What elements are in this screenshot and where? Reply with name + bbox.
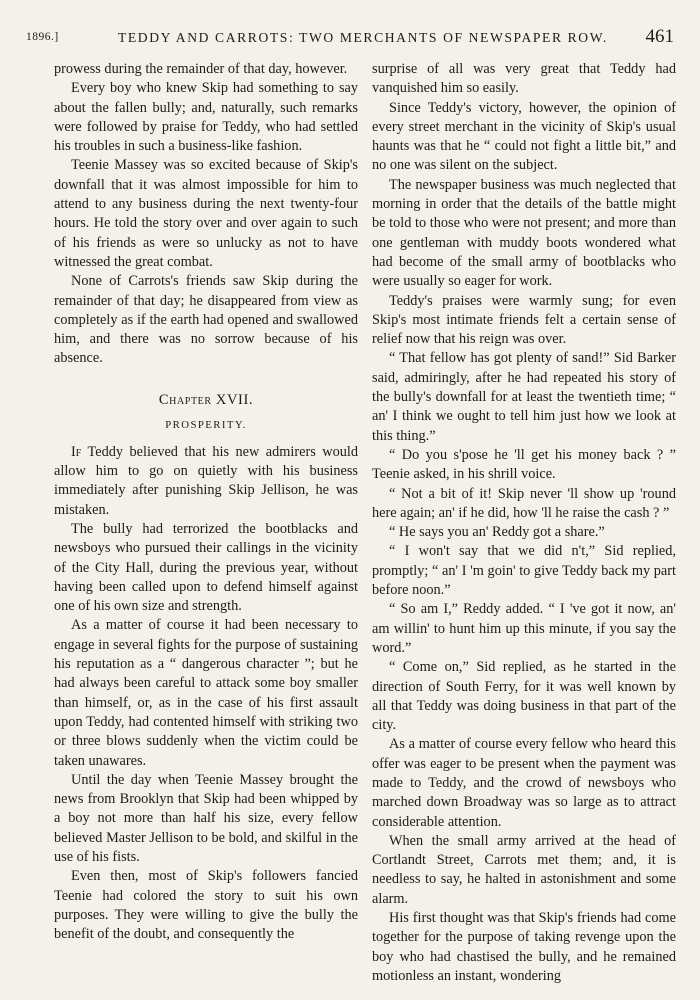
paragraph: “ I won't say that we did n't,” Sid replied, promptly; “ an' I 'm goin' to give Teddy back my part before noon.” <box>372 543 676 599</box>
paragraph: Teddy's praises were warmly sung; for even Skip's most intimate friends felt a certain sense of relief now that his reign was over. <box>372 292 676 348</box>
paragraph: Even then, most of Skip's followers fancied Teenie had colored the story to suit his own purposes. They were willing to give the bully the benefit of the doubt, and consequently the <box>54 868 358 943</box>
paragraph: His first thought was that Skip's friends had come together for the purpose of taking revenge upon the boy who had chastised the bully, and he remained motionless an instant, wondering <box>372 910 676 984</box>
paragraph: None of Carrots's friends saw Skip during the remainder of that day; he disappeared from view as completely as if the earth had opened and swallowed him, and there was no sorrow because of his absence. <box>54 273 358 367</box>
paragraph: “ So am I,” Reddy added. “ I 've got it now, an' am willin' to hunt him up this minute, if you say the word.” <box>372 601 676 656</box>
paragraph: Until the day when Teenie Massey brought the news from Brooklyn that Skip had been whipped by a boy not more than half his size, every fellow believed Master Jellison to be bold, and skilful in the use of his fists. <box>54 771 358 865</box>
paragraph: Every boy who knew Skip had something to say about the fallen bully; and, naturally, such remarks were followed by praise for Teddy, who had settled his troubles in such a business-like fashion. <box>54 80 358 155</box>
drop-word: If <box>71 443 82 460</box>
paragraph: surprise of all was very great that Teddy had vanquished him so easily. <box>372 61 676 97</box>
paragraph: “ Come on,” Sid replied, as he started in the direction of South Ferry, for it was well known by all that Teddy was doing business in that part of the city. <box>372 659 676 734</box>
paragraph: “ That fellow has got plenty of sand!” Sid Barker said, admiringly, after he had repeated his story of the bully's downfall for at least the twentieth time; “ an' I think we ought to tell him just how we look at this thing.” <box>372 350 676 444</box>
chapter-heading: Chapter XVII. <box>158 391 254 408</box>
paragraph-text: Teddy believed that his new admirers would allow him to go on quietly with his business immediately after punishing Skip Jellison, he was mistaken. <box>54 443 358 518</box>
header-title: TEDDY AND CARROTS: TWO MERCHANTS OF NEWSPAPER ROW. <box>118 30 608 45</box>
chapter-opening-paragraph <box>54 443 358 520</box>
paragraph: The bully had terrorized the bootblacks and newsboys who pursued their callings in the vicinity of the City Hall, during the previous year, without having been called upon to defend himself against one of his own size and strength. <box>54 520 358 615</box>
paragraph: The newspaper business was much neglected that morning in order that the details of the battle might be told to those who were not present; and more than one gentleman with muddy boots wondered what had become of the small army of bootblacks who were usually so eager for work. <box>372 176 676 290</box>
page-number: 461 <box>645 26 674 47</box>
paragraph: Since Teddy's victory, however, the opinion of every street merchant in the vicinity of Skip's usual haunts was that he “ could not fight a little bit,” and no one was silent on the subject. <box>372 99 676 174</box>
paragraph: “ Not a bit of it! Skip never 'll show up 'round here again; an' if he did, how 'll he raise the cash ? ” <box>372 485 676 521</box>
paragraph: Teenie Massey was so excited because of Skip's downfall that it was almost impossible for him to attend to any business during the next twenty-four hours. He told the story over and over again to such of his friends as were so unlucky as not to have witnessed the great combat. <box>54 157 358 270</box>
paragraph: As a matter of course every fellow who heard this offer was eager to be present when the payment was made to Teddy, and the crowd of newsboys who marched down Broadway was so large as to attract considerable attention. <box>372 736 676 830</box>
paragraph: “ Do you s'pose he 'll get his money back ? ” Teenie asked, in his shrill voice. <box>372 446 676 483</box>
paragraph: prowess during the remainder of that day, however. <box>54 61 348 77</box>
header-year: 1896.] <box>26 31 59 43</box>
paragraph: When the small army arrived at the head of Cortlandt Street, Carrots met them; and, it is needless to say, he halted in astonishment and some alarm. <box>372 832 676 907</box>
paragraph: “ He says you an' Reddy got a share.” <box>389 524 605 541</box>
running-header <box>26 26 674 50</box>
right-column <box>372 60 676 984</box>
paragraph: As a matter of course it had been necessary to engage in several fights for the purpose of sustaining his reputation as a “ dangerous character ”; but he had always been careful to attack some boy smaller than himself, or, as in the case of his first assault upon Teddy, had contented himself with striking two or three blows suddenly when the victim could be taken unawares. <box>54 617 358 769</box>
chapter-subheading: PROSPERITY. <box>165 418 247 431</box>
left-column <box>54 60 358 960</box>
